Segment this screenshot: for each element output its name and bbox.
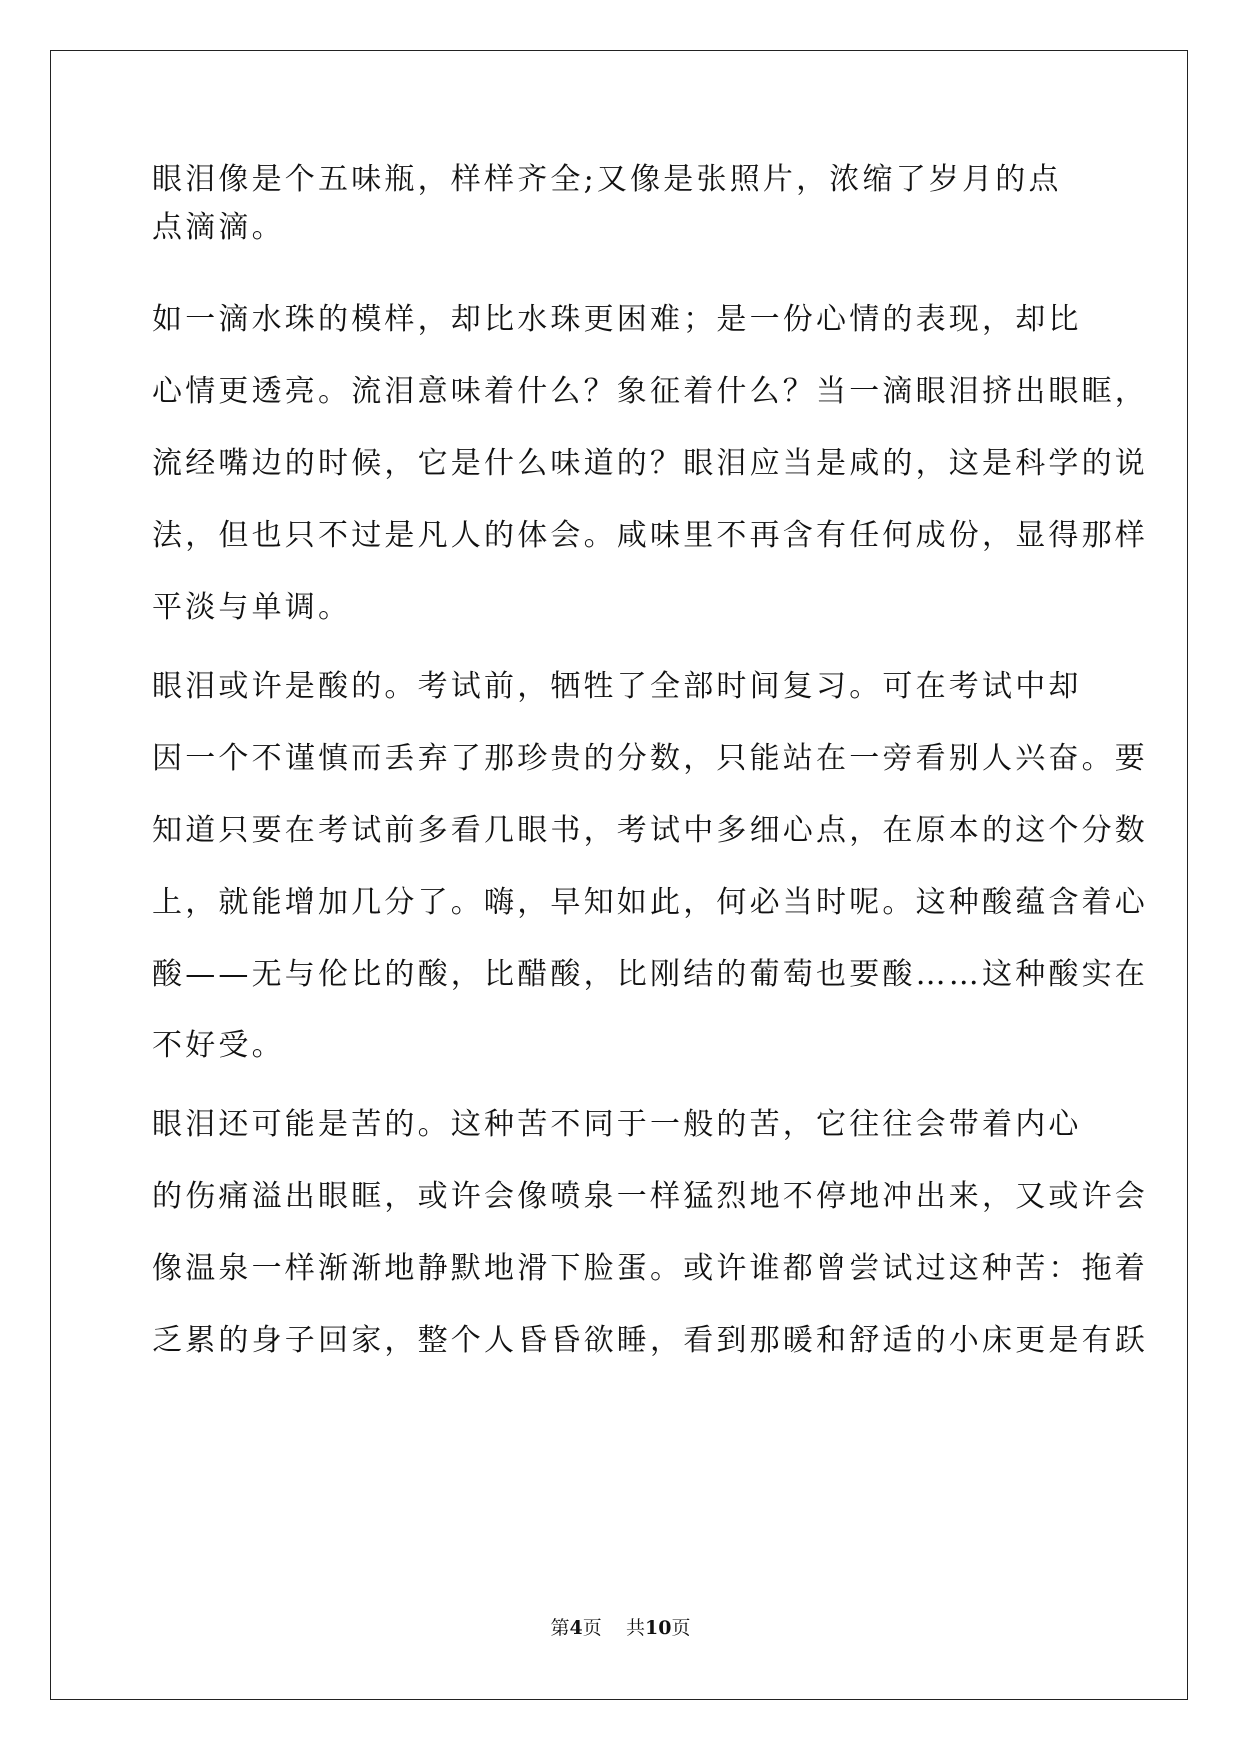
text-line: 像温泉一样渐渐地静默地滑下脸蛋。或许谁都曾尝试过这种苦：拖着 xyxy=(152,1251,1148,1286)
text-line: 如一滴水珠的模样，却比水珠更困难；是一份心情的表现，却比 xyxy=(152,302,1082,337)
text-line: 平淡与单调。 xyxy=(152,590,352,625)
text-line: 流经嘴边的时候，它是什么味道的？眼泪应当是咸的，这是科学的说 xyxy=(152,446,1148,481)
text-line: 因一个不谨慎而丢弃了那珍贵的分数，只能站在一旁看别人兴奋。要 xyxy=(152,741,1148,776)
page-number-footer xyxy=(0,1616,1241,1640)
text-line: 眼泪还可能是苦的。这种苦不同于一般的苦，它往往会带着内心 xyxy=(152,1107,1082,1142)
current-page-number: 4 xyxy=(569,1617,583,1639)
text-line: 知道只要在考试前多看几眼书，考试中多细心点，在原本的这个分数 xyxy=(152,813,1148,848)
text-line: 乏累的身子回家，整个人昏昏欲睡，看到那暖和舒适的小床更是有跃 xyxy=(152,1323,1148,1358)
footer-total-prefix: 共 xyxy=(625,1617,645,1639)
footer-page-suffix: 页 xyxy=(582,1617,602,1639)
text-line: 上，就能增加几分了。嗨，早知如此，何必当时呢。这种酸蕴含着心 xyxy=(152,885,1148,920)
text-line: 酸——无与伦比的酸，比醋酸，比刚结的葡萄也要酸……这种酸实在 xyxy=(152,957,1148,992)
text-line: 眼泪像是个五味瓶，样样齐全;又像是张照片，浓缩了岁月的点 xyxy=(152,162,1062,197)
text-line: 的伤痛溢出眼眶，或许会像喷泉一样猛烈地不停地冲出来，又或许会 xyxy=(152,1179,1148,1214)
footer-total-suffix: 页 xyxy=(671,1617,691,1639)
text-line: 眼泪或许是酸的。考试前，牺牲了全部时间复习。可在考试中却 xyxy=(152,669,1082,704)
total-page-count: 10 xyxy=(644,1617,672,1639)
text-line: 法，但也只不过是凡人的体会。咸味里不再含有任何成份，显得那样 xyxy=(152,518,1148,553)
page-border xyxy=(50,50,1188,1700)
text-line: 心情更透亮。流泪意味着什么？象征着什么？当一滴眼泪挤出眼眶， xyxy=(152,374,1148,409)
text-line: 不好受。 xyxy=(152,1028,285,1063)
footer-prefix: 第 xyxy=(550,1617,570,1639)
text-line: 点滴滴。 xyxy=(152,210,285,245)
